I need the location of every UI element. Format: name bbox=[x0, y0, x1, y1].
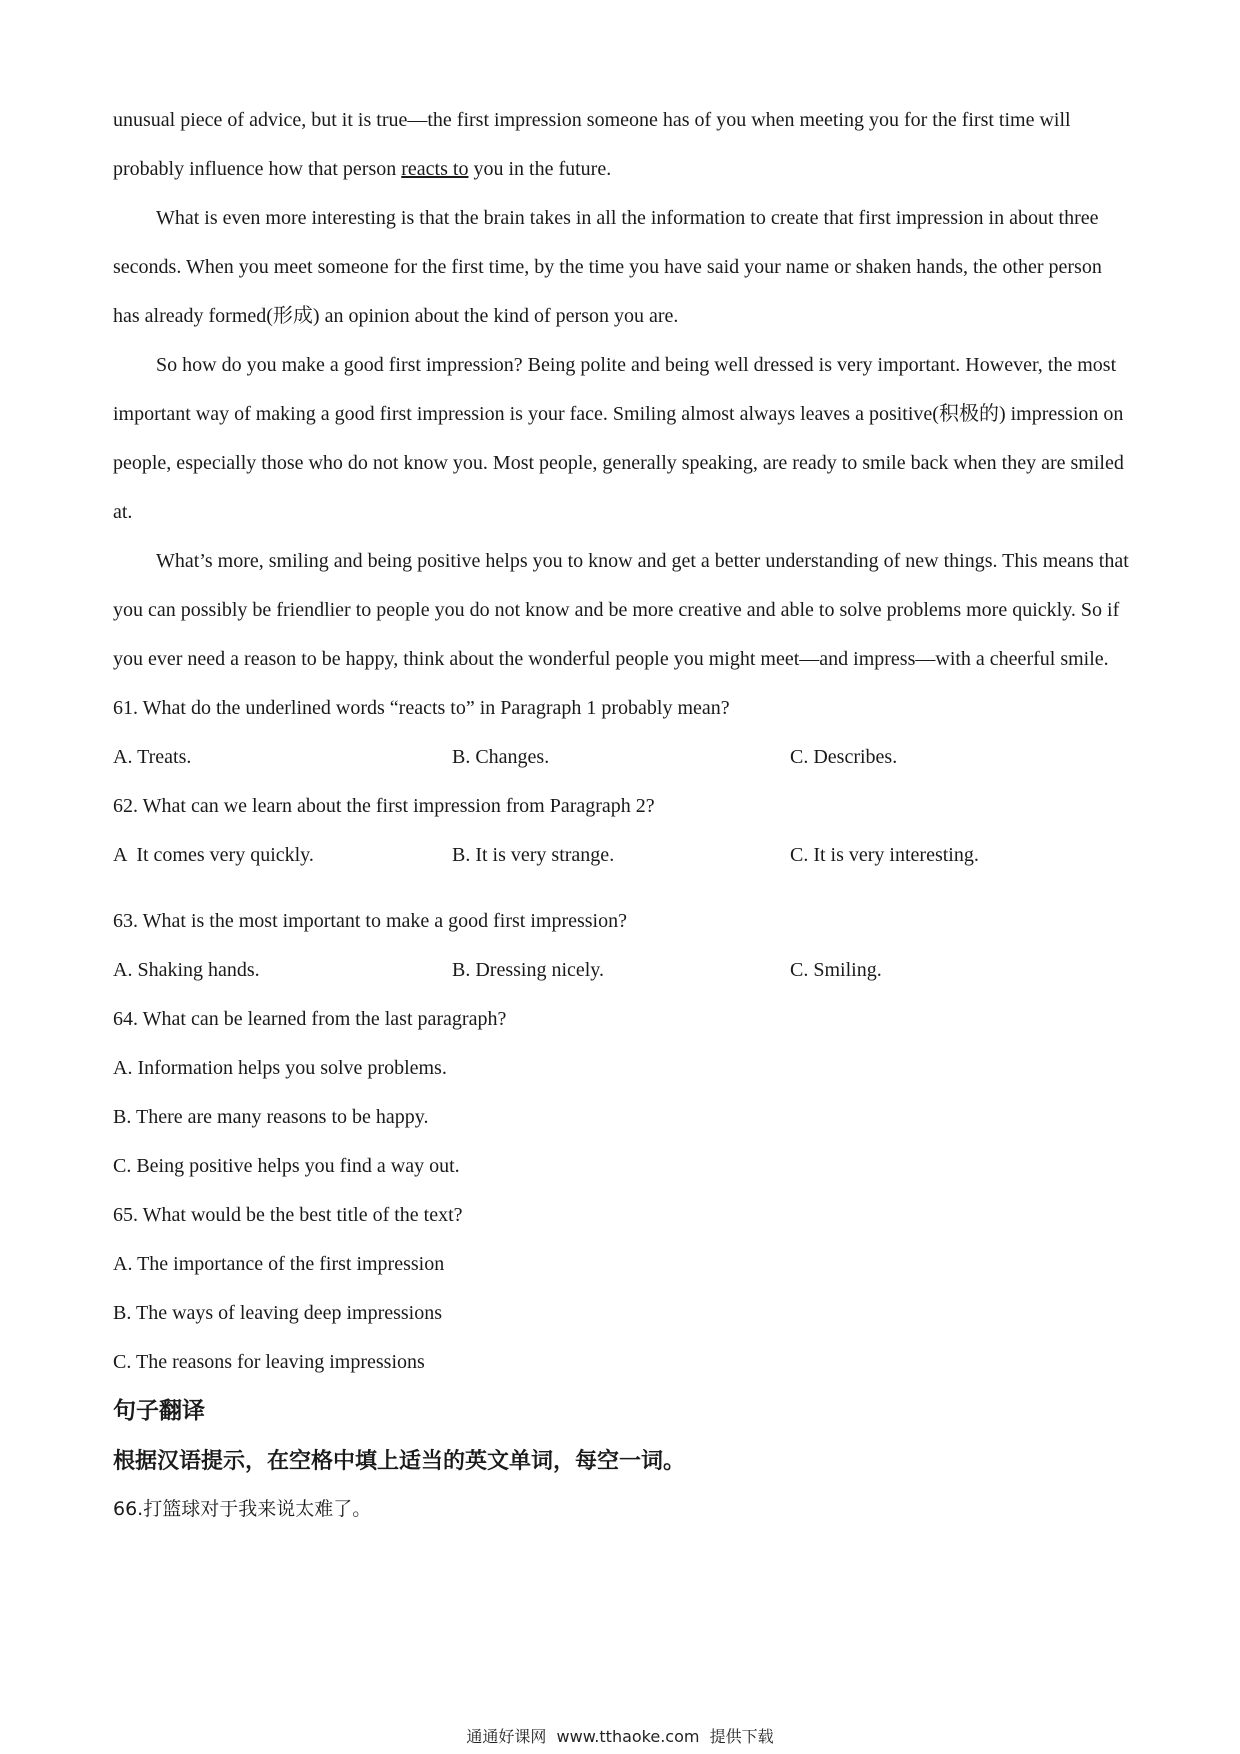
underlined-words: reacts to bbox=[401, 158, 469, 180]
passage-paragraph-4: What’s more, smiling and being positive helps you to know and get a better understanding of new things. This means that you can possibly be friendlier to people you do not know and be more creative and able to solve problems more quickly. So if you ever need a reason to be happy, think about the wonderful people you might meet—and impress—with a cheerful smile. bbox=[113, 550, 1129, 670]
question-61-stem: 61. What do the underlined words “reacts to” in Paragraph 1 probably mean? bbox=[113, 697, 730, 719]
passage-paragraph-3: So how do you make a good first impression? Being polite and being well dressed is very important. However, the most important way of making a good first impression is your face. Smiling almost always leaves a positive(积极的) impression on people, especially those who do not know you. Most people, generally speaking, are ready to smile back when they are smiled at. bbox=[113, 354, 1124, 523]
question-62-stem: 62. What can we learn about the first impression from Paragraph 2? bbox=[113, 795, 655, 817]
passage-paragraph-2: What is even more interesting is that the brain takes in all the information to create that first impression in about three seconds. When you meet someone for the first time, by the time you have said your name or shaken hands, the other person has already formed(形成) an opinion about the kind of person you are. bbox=[113, 207, 1102, 327]
question-64-option-c: C. Being positive helps you find a way out. bbox=[113, 1155, 460, 1177]
question-63-option-a: A. Shaking hands. bbox=[113, 959, 260, 981]
translation-item-66: 66.打篮球对于我来说太难了。 bbox=[113, 1498, 372, 1520]
question-63-option-c: C. Smiling. bbox=[790, 959, 882, 981]
question-64-stem: 64. What can be learned from the last paragraph? bbox=[113, 1008, 507, 1030]
question-65-option-c: C. The reasons for leaving impressions bbox=[113, 1351, 425, 1373]
question-61-options bbox=[113, 733, 1133, 782]
question-62-option-c: C. It is very interesting. bbox=[790, 844, 979, 866]
question-64-option-a: A. Information helps you solve problems. bbox=[113, 1057, 447, 1079]
question-62-options bbox=[113, 831, 1133, 880]
section-title: 句子翻译 bbox=[113, 1398, 205, 1424]
question-65-option-a: A. The importance of the first impression bbox=[113, 1253, 445, 1275]
question-65-stem: 65. What would be the best title of the text? bbox=[113, 1204, 463, 1226]
question-63-options bbox=[113, 946, 1133, 995]
spacer bbox=[113, 880, 1133, 897]
question-63-option-b: B. Dressing nicely. bbox=[452, 959, 605, 981]
page-footer: 通通好课网 www.tthaoke.com 提供下载 bbox=[466, 1727, 774, 1746]
question-65-option-b: B. The ways of leaving deep impressions bbox=[113, 1302, 443, 1324]
document-page bbox=[113, 96, 1133, 1530]
question-62-option-a: A It comes very quickly. bbox=[113, 844, 314, 866]
question-63-stem: 63. What is the most important to make a good first impression? bbox=[113, 910, 627, 932]
question-62-option-b: B. It is very strange. bbox=[452, 844, 615, 866]
section-instruction: 根据汉语提示，在空格中填上适当的英文单词，每空一词。 bbox=[113, 1449, 686, 1474]
question-61-option-b: B. Changes. bbox=[452, 746, 550, 768]
question-64-option-b: B. There are many reasons to be happy. bbox=[113, 1106, 429, 1128]
question-61-option-a: A. Treats. bbox=[113, 746, 192, 768]
paragraph-1-text-a: unusual piece of advice, but it is true—the first impression someone has of you when meeting you for the first time will probably influence how that person bbox=[113, 109, 1071, 180]
passage-paragraph-1 bbox=[113, 96, 1133, 194]
paragraph-1-text-b: you in the future. bbox=[468, 158, 612, 180]
question-61-option-c: C. Describes. bbox=[790, 746, 898, 768]
